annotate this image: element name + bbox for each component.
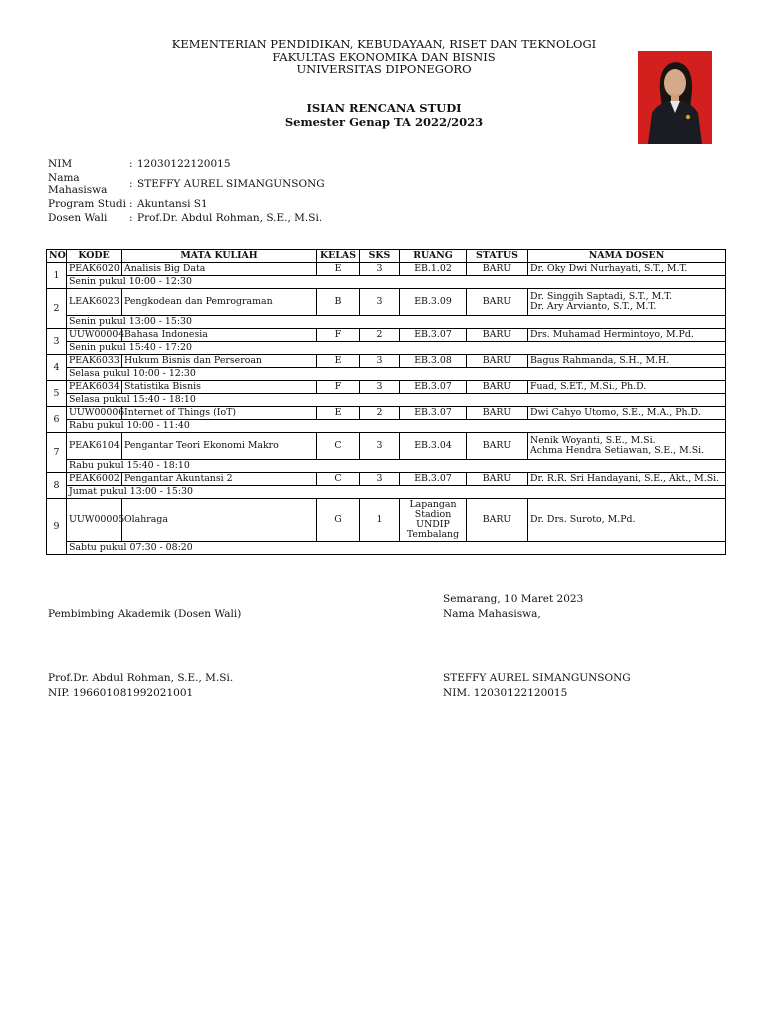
course-name: Pengantar Akuntansi 2 [122,473,317,486]
course-class: C [317,473,360,486]
course-name: Bahasa Indonesia [122,329,317,342]
row-number: 8 [47,473,67,499]
course-class: B [317,289,360,316]
table-row [47,381,726,394]
student-photo [638,51,712,144]
course-code: PEAK6002 [67,473,122,486]
row-number: 3 [47,329,67,355]
course-class: C [317,433,360,460]
table-schedule-row [47,420,726,433]
course-room: EB.3.08 [400,355,467,368]
course-schedule: Jumat pukul 13:00 - 15:30 [67,486,726,499]
header-kelas: KELAS [317,250,360,263]
nim-value: 12030122120015 [137,158,231,170]
course-status: BARU [467,381,528,394]
row-number: 5 [47,381,67,407]
course-status: BARU [467,433,528,460]
course-code: PEAK6020 [67,263,122,276]
place-date: Semarang, 10 Maret 2023 [443,593,584,605]
colon: : [129,158,133,170]
course-code: UUW00004 [67,329,122,342]
table-row [47,355,726,368]
name-label: Nama Mahasiswa [48,172,108,196]
table-schedule-row [47,368,726,381]
course-room: EB.3.07 [400,473,467,486]
course-table [46,249,726,555]
course-room: Lapangan Stadion UNDIP Tembalang [400,499,467,542]
title-main: ISIAN RENCANA STUDI [306,101,462,115]
row-number: 7 [47,433,67,473]
university-name: UNIVERSITAS DIPONEGORO [296,62,472,76]
course-lecturer: Fuad, S.ET., M.Si., Ph.D. [528,381,726,394]
course-credits: 3 [360,381,400,394]
course-lecturer: Dr. Oky Dwi Nurhayati, S.T., M.T. [528,263,726,276]
course-name: Pengkodean dan Pemrograman [122,289,317,316]
course-name: Pengantar Teori Ekonomi Makro [122,433,317,460]
table-row [47,289,726,316]
faculty-name: FAKULTAS EKONOMIKA DAN BISNIS [272,49,496,64]
student-signature-name: STEFFY AUREL SIMANGUNSONG [443,672,631,684]
title-semester: Semester Genap TA 2022/2023 [284,114,484,129]
course-credits: 3 [360,289,400,316]
course-lecturer: Nenik Woyanti, S.E., M.Si. Achma Hendra Setiawan, S.E., M.Si. [528,433,726,460]
course-code: UUW00005 [67,499,122,542]
advisor-signature-block [48,607,241,622]
course-class: F [317,381,360,394]
course-code: LEAK6023 [67,289,122,316]
course-schedule: Selasa pukul 10:00 - 12:30 [67,368,726,381]
course-credits: 3 [360,263,400,276]
course-room: EB.3.07 [400,407,467,420]
table-row [47,433,726,460]
nim-label: NIM [48,158,73,170]
course-lecturer: Dr. Drs. Suroto, M.Pd. [528,499,726,542]
colon: : [129,212,133,224]
course-lecturer: Bagus Rahmanda, S.H., M.H. [528,355,726,368]
course-name: Hukum Bisnis dan Perseroan [122,355,317,368]
header-status: STATUS [467,250,528,263]
header-mata-kuliah: MATA KULIAH [122,250,317,263]
info-row-program [48,197,325,211]
table-row [47,407,726,420]
student-info [48,157,325,225]
course-code: UUW00006 [67,407,122,420]
table-row [47,473,726,486]
row-number: 9 [47,499,67,555]
course-credits: 3 [360,355,400,368]
student-nim: NIM. 12030122120015 [443,687,568,699]
course-status: BARU [467,329,528,342]
header-ruang: RUANG [400,250,467,263]
course-schedule: Selasa pukul 15:40 - 18:10 [67,394,726,407]
course-lecturer: Dr. R.R. Sri Handayani, S.E., Akt., M.Si. [528,473,726,486]
course-room: EB.3.07 [400,381,467,394]
course-name: Analisis Big Data [122,263,317,276]
course-class: F [317,329,360,342]
header-nama-dosen: NAMA DOSEN [528,250,726,263]
advisor-nip: NIP. 196601081992021001 [48,687,194,699]
ministry-name: KEMENTERIAN PENDIDIKAN, KEBUDAYAAN, RISET DAN TEKNOLOGI [171,37,597,51]
course-room: EB.3.09 [400,289,467,316]
document-title [0,102,768,129]
course-name: Statistika Bisnis [122,381,317,394]
course-status: BARU [467,499,528,542]
row-number: 4 [47,355,67,381]
program-value: Akuntansi S1 [137,198,208,210]
course-credits: 2 [360,329,400,342]
course-schedule: Rabu pukul 10:00 - 11:40 [67,420,726,433]
table-header-row [47,250,726,263]
course-name: Olahraga [122,499,317,542]
table-schedule-row [47,342,726,355]
course-name: Internet of Things (IoT) [122,407,317,420]
course-room: EB.3.07 [400,329,467,342]
table-row [47,499,726,542]
course-code: PEAK6104 [67,433,122,460]
course-credits: 2 [360,407,400,420]
table-schedule-row [47,316,726,329]
row-number: 6 [47,407,67,433]
table-schedule-row [47,486,726,499]
table-row [47,263,726,276]
course-class: G [317,499,360,542]
course-class: E [317,407,360,420]
course-lecturer: Dwi Cahyo Utomo, S.E., M.A., Ph.D. [528,407,726,420]
course-class: E [317,355,360,368]
course-schedule: Senin pukul 15:40 - 17:20 [67,342,726,355]
table-schedule-row [47,276,726,289]
course-class: E [317,263,360,276]
table-schedule-row [47,394,726,407]
course-schedule: Rabu pukul 15:40 - 18:10 [67,460,726,473]
course-room: EB.3.04 [400,433,467,460]
course-schedule: Senin pukul 10:00 - 12:30 [67,276,726,289]
row-number: 2 [47,289,67,329]
student-signature-name-block [443,671,631,701]
course-status: BARU [467,407,528,420]
course-lecturer: Drs. Muhamad Hermintoyo, M.Pd. [528,329,726,342]
name-value: STEFFY AUREL SIMANGUNSONG [137,178,325,190]
table-row [47,329,726,342]
course-code: PEAK6033 [67,355,122,368]
course-room: EB.1.02 [400,263,467,276]
course-status: BARU [467,289,528,316]
course-schedule: Senin pukul 13:00 - 15:30 [67,316,726,329]
row-number: 1 [47,263,67,289]
advisor-signature-name-block [48,671,233,701]
header-no: NO [47,250,67,263]
advisor-label: Dosen Wali [48,212,108,224]
table-schedule-row [47,542,726,555]
course-credits: 1 [360,499,400,542]
course-lecturer: Dr. Singgih Saptadi, S.T., M.T. Dr. Ary Arvianto, S.T., M.T. [528,289,726,316]
course-status: BARU [467,355,528,368]
advisor-value: Prof.Dr. Abdul Rohman, S.E., M.Si. [137,212,323,224]
course-credits: 3 [360,473,400,486]
advisor-signature-name: Prof.Dr. Abdul Rohman, S.E., M.Si. [48,672,234,684]
colon: : [129,178,133,190]
colon: : [129,198,133,210]
info-row-advisor [48,211,325,225]
student-signature-title: Nama Mahasiswa, [443,608,541,620]
student-signature-block [443,592,583,622]
header-kode: KODE [67,250,122,263]
course-schedule: Sabtu pukul 07:30 - 08:20 [67,542,726,555]
info-row-name [48,171,325,197]
header-sks: SKS [360,250,400,263]
info-row-nim [48,157,325,171]
advisor-signature-title: Pembimbing Akademik (Dosen Wali) [48,608,242,620]
course-credits: 3 [360,433,400,460]
table-schedule-row [47,460,726,473]
course-status: BARU [467,473,528,486]
course-code: PEAK6034 [67,381,122,394]
course-status: BARU [467,263,528,276]
program-label: Program Studi [48,198,126,210]
